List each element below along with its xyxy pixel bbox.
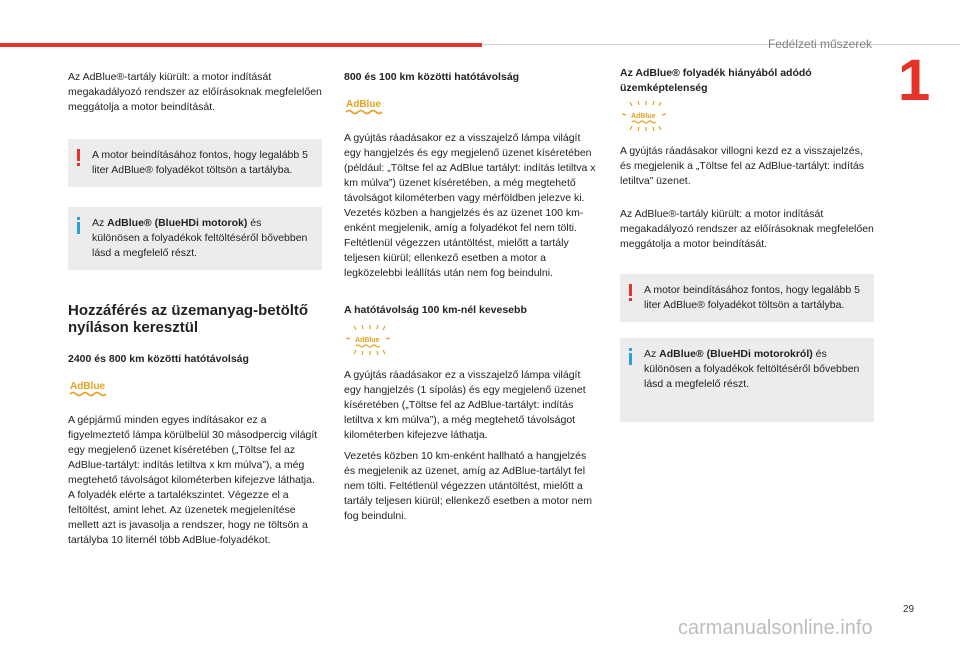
adblue-icon-label: AdBlue: [346, 99, 381, 110]
warning-box: [68, 139, 322, 187]
warning-text: A motor beindításához fontos, hogy legalább 5 liter AdBlue® folyadékot töltsön a tartályba.: [92, 149, 308, 176]
subheading-range-800-100: 800 és 100 km közötti hatótávolság: [344, 71, 520, 83]
subheading-immobilisation: Az AdBlue® folyadék hiányából adódó üzemképtelenség: [620, 67, 812, 94]
adblue-warning-icon: [68, 377, 322, 403]
adblue-flashing-icon: [344, 324, 598, 358]
subheading-range-under-100: A hatótávolság 100 km-nél kevesebb: [344, 304, 527, 316]
section-title: Fedélzeti műszerek: [767, 37, 872, 51]
tank-empty-text: Az AdBlue®-tartály kiürült: a motor indítását megakadályozó rendszer az előírásoknak megfelelően meggátolja a motor beindítását.: [620, 208, 874, 250]
info-prefix: Az: [92, 217, 108, 229]
header-rule: [482, 44, 960, 45]
info-rest: és különösen a folyadékok feltöltéséről bővebben lásd a megfelelő részt.: [644, 348, 860, 390]
subheading-range-2400-800: 2400 és 800 km közötti hatótávolság: [68, 353, 249, 365]
column-3: [620, 66, 874, 434]
column-1: [68, 70, 322, 560]
adblue-flashing-icon: [620, 100, 874, 134]
page-number: 29: [903, 604, 915, 615]
info-icon: [77, 217, 80, 234]
adblue-icon-label: AdBlue: [355, 337, 380, 344]
chapter-number: 1: [898, 48, 931, 113]
intro-text: Az AdBlue®-tartály kiürült: a motor indítását megakadályozó rendszer az előírásoknak megfelelően meggátolja a motor beindítását.: [68, 71, 322, 113]
immobilisation-text: A gyújtás ráadásakor villogni kezd ez a visszajelzés, és megjelenik a „Töltse fel az AdBlue-tartályt: indítás letiltva” üzenet.: [620, 145, 864, 187]
warning-text: A motor beindításához fontos, hogy legalább 5 liter AdBlue® folyadékot töltsön a tartályba.: [644, 284, 860, 311]
info-icon: [629, 348, 632, 365]
info-rest: és különösen a folyadékok feltöltéséről bővebben lásd a megfelelő részt.: [92, 217, 308, 259]
header-accent-bar: [0, 43, 482, 47]
info-box: [620, 338, 874, 422]
info-prefix: Az: [644, 348, 660, 360]
column-2: [344, 70, 598, 536]
range-under-100-text: A gyújtás ráadásakor ez a visszajelző lámpa világít egy hangjelzés (1 sípolás) és egy megjelenő üzenet kíséretében („Töltse fel az AdBlue-tartályt: indítás letiltva x km múlva”), a még megtehető távolságot kilométerben kifejezve láthatja.: [344, 369, 586, 441]
info-bold: AdBlue® (BlueHDi motorokról): [659, 348, 813, 360]
warning-icon: [77, 149, 80, 166]
range-under-100-driving-text: Vezetés közben 10 km-enként hallható a hangjelzés és megjelenik az üzenet, amíg az AdBlue-tartályt fel nem tölti. Feltétlenül végezzen utántöltést, mielőtt a tartály teljesen kiürül; ellenkező esetben a motor nem fog beindulni.: [344, 450, 593, 522]
info-box: [68, 207, 322, 270]
range-2400-800-text: A gépjármű minden egyes indításakor ez a figyelmeztető lámpa körülbelül 30 másodpercig világít egy megjelenő üzenet kíséretében („Töltse fel az AdBlue-tartályt: indítás letiltva x km múlva”), a még megtehető távolságot kilométerben kifejezve láthatja. A folyadék elérte a tartalékszintet. Végezze el a feltöltést, amint lehet. Az üzenetek megjelenítése mellett azt is javasolja a rendszer, hogy ne töltsön a tartályba 10 liternél több AdBlue-folyadékot.: [68, 414, 318, 546]
section-heading: Hozzáférés az üzemanyag-betöltő nyíláson keresztül: [68, 302, 309, 336]
adblue-warning-icon: [344, 95, 598, 121]
adblue-icon-label: AdBlue: [70, 381, 105, 392]
range-800-100-text: A gyújtás ráadásakor ez a visszajelző lámpa világít egy hangjelzés és egy megjelenő üzenet kíséretében (például: „Töltse fel az AdBlue tartályt: indítás letiltva x km múlva”) üzenet kíséretében, a még megtehető távolságot kilométerben vagy mérföldben jelezve ki. Vezetés közben a hangjelzés és az üzenet 100 km-enként megjelenik, amíg a folyadékot fel nem tölti. Feltétlenül végezzen utántöltést, mielőtt a tartály teljesen kiürül; ellenkező esetben a motor a legközelebbi leállítás után nem fog beindulni.: [344, 132, 596, 279]
warning-icon: [629, 284, 632, 301]
adblue-icon-label: AdBlue: [631, 113, 656, 120]
watermark: carmanualsonline.info: [678, 617, 873, 639]
warning-box: [620, 274, 874, 322]
info-bold: AdBlue® (BlueHDi motorok): [107, 217, 248, 229]
